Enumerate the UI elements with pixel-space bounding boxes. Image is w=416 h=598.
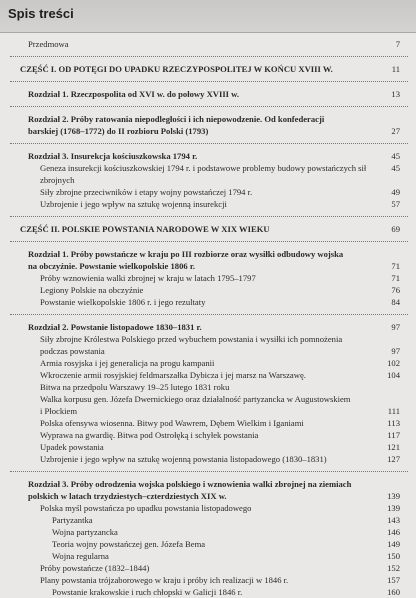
toc-entry[interactable] <box>10 405 408 417</box>
page-title: Spis treści <box>8 6 74 21</box>
toc-entry-title: Polska myśl powstańcza po upadku powstania listopadowego <box>40 503 252 513</box>
toc-entry[interactable] <box>10 357 408 369</box>
toc-entry-title: Powstanie wielkopolskie 1806 r. i jego rezultaty <box>40 297 206 307</box>
header-bar <box>0 0 416 33</box>
toc-entry[interactable] <box>10 369 408 381</box>
toc-entry[interactable] <box>10 478 408 490</box>
toc-entry-title: Rozdział 2. Powstanie listopadowe 1830–1831 r. <box>28 322 202 332</box>
toc-entry-page: 111 <box>387 406 400 416</box>
toc-entry[interactable] <box>10 514 408 526</box>
toc-entry-title: Powstanie krakowskie i ruch chłopski w Galicji 1846 r. <box>52 587 243 597</box>
toc-entry-title: Wyprawa na gwardię. Bitwa pod Ostrołęką i schyłek powstania <box>40 430 259 440</box>
toc-entry-page: 127 <box>387 454 400 464</box>
toc-entry-title: Rozdział 3. Insurekcja kościuszkowska 1794 r. <box>28 151 198 161</box>
toc-entry[interactable] <box>10 296 408 308</box>
toc-entry-title: Wkroczenie armii rosyjskiej feldmarszałka Dybicza i jej marsz na Warszawę. <box>40 370 306 380</box>
toc-entry[interactable] <box>10 429 408 441</box>
toc-entry[interactable] <box>10 174 408 186</box>
toc-entry-title: podczas powstania <box>40 346 105 356</box>
toc-entry-page: 11 <box>391 64 400 74</box>
toc-entry[interactable] <box>10 490 408 502</box>
toc-entry-page: 7 <box>395 39 400 49</box>
toc-entry-page: 97 <box>391 346 400 356</box>
toc-entry-page: 49 <box>391 187 400 197</box>
toc-entry-page: 97 <box>391 322 400 332</box>
toc-separator <box>10 241 408 243</box>
toc-entry-page: 71 <box>391 261 400 271</box>
toc-entry-page: 121 <box>387 442 400 452</box>
toc-entry[interactable] <box>10 586 408 598</box>
toc-entry-title: barskiej (1768–1772) do II rozbioru Polski (1793) <box>28 126 209 136</box>
toc-entry-title: Armia rosyjska i jej generalicja na progu kampanii <box>40 358 215 368</box>
toc-separator <box>10 471 408 473</box>
toc-entry-page: 139 <box>387 491 400 501</box>
toc-entry-title: Rozdział 1. Rzeczpospolita od XVI w. do połowy XVIII w. <box>28 89 240 99</box>
toc-entry-page: 102 <box>387 358 400 368</box>
toc-entry[interactable] <box>10 502 408 514</box>
toc-entry[interactable] <box>10 441 408 453</box>
toc-entry[interactable] <box>10 88 408 100</box>
toc-entry-title: Teoria wojny powstańczej gen. Józefa Bema <box>52 539 206 549</box>
toc-separator <box>10 314 408 316</box>
toc-entry-title: Plany powstania trójzaborowego w kraju i próby ich realizacji w 1846 r. <box>40 575 289 585</box>
toc-entry-page: 152 <box>387 563 400 573</box>
toc-entry-title: Siły zbrojne Królestwa Polskiego przed wybuchem powstania i wysiłki ich pomnożenia <box>40 334 343 344</box>
toc-entry[interactable] <box>10 198 408 210</box>
toc-entry[interactable] <box>10 538 408 550</box>
toc-entry[interactable] <box>10 113 408 125</box>
toc-entry-title: CZĘŚĆ I. OD POTĘGI DO UPADKU RZECZYPOSPOLITEJ W KOŃCU XVIII W. <box>20 64 333 74</box>
toc-entry-page: 57 <box>391 199 400 209</box>
toc-separator <box>10 216 408 218</box>
toc-entry-title: Rozdział 1. Próby powstańcze w kraju po III rozbiorze oraz wysiłki odbudowy wojska <box>28 249 344 259</box>
toc-entry[interactable] <box>10 550 408 562</box>
toc-separator <box>10 56 408 58</box>
toc-entry[interactable] <box>10 272 408 284</box>
toc-entry[interactable] <box>10 248 408 260</box>
toc-entry-page: 104 <box>387 370 400 380</box>
toc-entry[interactable] <box>10 574 408 586</box>
toc-entry-page: 117 <box>387 430 400 440</box>
toc-entry-title: Legiony Polskie na obczyźnie <box>40 285 144 295</box>
toc-entry-title: Rozdział 2. Próby ratowania niepodległości i ich niepowodzenie. Od konfederacji <box>28 114 325 124</box>
toc-entry[interactable] <box>10 260 408 272</box>
toc-entry[interactable] <box>10 150 408 162</box>
toc-entry-title: Wojna partyzancka <box>52 527 118 537</box>
toc-entry-title: Rozdział 3. Próby odrodzenia wojska polskiego i wznowienia walki zbrojnej na ziemiach <box>28 479 352 489</box>
toc-entry-title: Upadek powstania <box>40 442 104 452</box>
toc-entry-title: Siły zbrojne przeciwników i etapy wojny powstańczej 1794 r. <box>40 187 253 197</box>
toc-entry[interactable] <box>10 223 408 235</box>
toc-entry-page: 71 <box>391 273 400 283</box>
toc-entry-title: Bitwa na przedpolu Warszawy 19–25 lutego 1831 roku <box>40 382 230 392</box>
toc-entry[interactable] <box>10 562 408 574</box>
toc-entry-page: 45 <box>391 151 400 161</box>
toc-entry[interactable] <box>10 284 408 296</box>
toc-entry-title: Walka korpusu gen. Józefa Dwernickiego oraz działalność partyzancka w Augustowskiem <box>40 394 351 404</box>
toc-entry[interactable] <box>10 526 408 538</box>
toc-entry[interactable] <box>10 333 408 345</box>
toc-entry[interactable] <box>10 186 408 198</box>
toc-entry[interactable] <box>10 125 408 137</box>
table-of-contents <box>10 38 408 598</box>
toc-entry-title: Polska ofensywa wiosenna. Bitwy pod Wawrem, Dębem Wielkim i Iganiami <box>40 418 304 428</box>
toc-entry-page: 143 <box>387 515 400 525</box>
toc-entry-page: 150 <box>387 551 400 561</box>
toc-entry-title: zbrojnych <box>40 175 75 185</box>
toc-entry-title: Geneza insurekcji kościuszkowskiej 1794 r. i podstawowe problemy budowy powstańczych sił <box>40 163 367 173</box>
toc-entry-page: 146 <box>387 527 400 537</box>
toc-entry-title: polskich w latach trzydziestych–czterdziestych XIX w. <box>28 491 227 501</box>
toc-entry[interactable] <box>10 453 408 465</box>
toc-entry[interactable] <box>10 345 408 357</box>
toc-entry-page: 69 <box>391 224 400 234</box>
toc-entry[interactable] <box>10 321 408 333</box>
toc-entry-page: 113 <box>387 418 400 428</box>
toc-separator <box>10 106 408 108</box>
toc-entry[interactable] <box>10 63 408 75</box>
toc-entry-title: Próby wznowienia walki zbrojnej w kraju w latach 1795–1797 <box>40 273 256 283</box>
toc-entry-page: 160 <box>387 587 400 597</box>
toc-entry[interactable] <box>10 417 408 429</box>
toc-separator <box>10 143 408 145</box>
toc-entry[interactable] <box>10 393 408 405</box>
toc-entry-page: 27 <box>391 126 400 136</box>
toc-entry-page: 13 <box>391 89 400 99</box>
toc-entry[interactable] <box>10 38 408 50</box>
toc-entry-page: 139 <box>387 503 400 513</box>
toc-entry-title: Próby powstańcze (1832–1844) <box>40 563 150 573</box>
toc-entry-page: 84 <box>391 297 400 307</box>
toc-separator <box>10 81 408 83</box>
toc-entry-title: CZĘŚĆ II. POLSKIE POWSTANIA NARODOWE W XIX WIEKU <box>20 224 270 234</box>
toc-entry-title: Uzbrojenie i jego wpływ na sztukę wojenną insurekcji <box>40 199 227 209</box>
toc-entry-title: Partyzantka <box>52 515 93 525</box>
toc-entry-title: i Płockiem <box>40 406 77 416</box>
toc-entry[interactable] <box>10 381 408 393</box>
toc-entry-page: 149 <box>387 539 400 549</box>
toc-entry[interactable] <box>10 162 408 174</box>
toc-entry-title: Przedmowa <box>28 39 69 49</box>
toc-entry-title: Wojna regularna <box>52 551 109 561</box>
toc-entry-page: 76 <box>391 285 400 295</box>
toc-entry-page: 157 <box>387 575 400 585</box>
toc-entry-page: 45 <box>391 163 400 173</box>
toc-entry-title: na obczyźnie. Powstanie wielkopolskie 1806 r. <box>28 261 196 271</box>
toc-entry-title: Uzbrojenie i jego wpływ na sztukę wojenną powstania listopadowego (1830–1831) <box>40 454 327 464</box>
